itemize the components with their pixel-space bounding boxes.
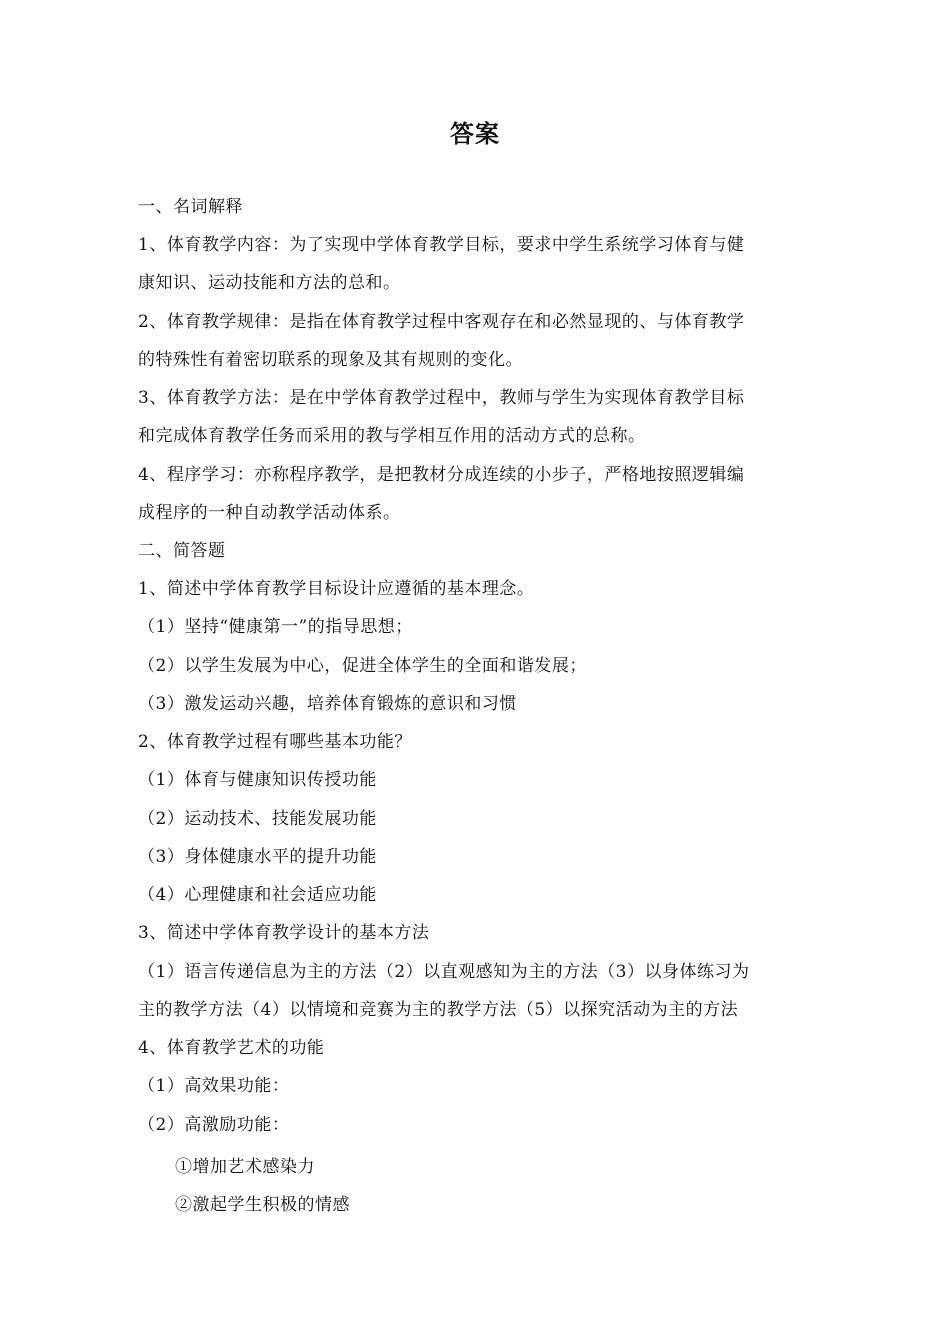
answer-item: （2）高激励功能：: [138, 1115, 290, 1135]
answer-item: 主的教学方法（4）以情境和竞赛为主的教学方法（5）以探究活动为主的方法: [138, 1000, 739, 1020]
question-line: 4、体育教学艺术的功能: [138, 1038, 325, 1058]
sub-answer-item: ①增加艺术感染力: [175, 1157, 315, 1177]
answer-item: （2）运动技术、技能发展功能: [138, 809, 377, 829]
answer-item: （1）语言传递信息为主的方法（2）以直观感知为主的方法（3）以身体练习为: [138, 962, 750, 982]
text-line: 3、体育教学方法：是在中学体育教学过程中，教师与学生为实现体育教学目标: [138, 388, 745, 408]
text-line: 和完成体育教学任务而采用的教与学相互作用的活动方式的总称。: [138, 426, 646, 446]
text-line: 1、体育教学内容：为了实现中学体育教学目标，要求中学生系统学习体育与健: [138, 235, 745, 255]
question-line: 1、简述中学体育教学目标设计应遵循的基本理念。: [138, 579, 535, 599]
answer-item: （1）坚持“健康第一”的指导思想；: [138, 617, 413, 637]
text-line: 成程序的一种自动教学活动体系。: [138, 503, 401, 523]
question-line: 2、体育教学过程有哪些基本功能？: [138, 732, 412, 752]
answer-item: （1）体育与健康知识传授功能: [138, 770, 377, 790]
section-heading-short-answer: 二、简答题: [138, 541, 226, 561]
text-line: 康知识、运动技能和方法的总和。: [138, 273, 401, 293]
section-heading-definitions: 一、名词解释: [138, 197, 243, 217]
answer-item: （1）高效果功能：: [138, 1076, 290, 1096]
text-line: 4、程序学习：亦称程序教学，是把教材分成连续的小步子，严格地按照逻辑编: [138, 465, 745, 485]
sub-answer-item: ②激起学生积极的情感: [175, 1195, 350, 1215]
answer-item: （4）心理健康和社会适应功能: [138, 885, 377, 905]
text-line: 的特殊性有着密切联系的现象及其有规则的变化。: [138, 350, 523, 370]
answer-item: （3）身体健康水平的提升功能: [138, 847, 377, 867]
question-line: 3、简述中学体育教学设计的基本方法: [138, 923, 430, 943]
answer-item: （3）激发运动兴趣，培养体育锻炼的意识和习惯: [138, 694, 517, 714]
answer-item: （2）以学生发展为中心，促进全体学生的全面和谐发展；: [138, 656, 587, 676]
text-line: 2、体育教学规律：是指在体育教学过程中客观存在和必然显现的、与体育教学: [138, 312, 745, 332]
page-title: 答案: [450, 120, 500, 148]
